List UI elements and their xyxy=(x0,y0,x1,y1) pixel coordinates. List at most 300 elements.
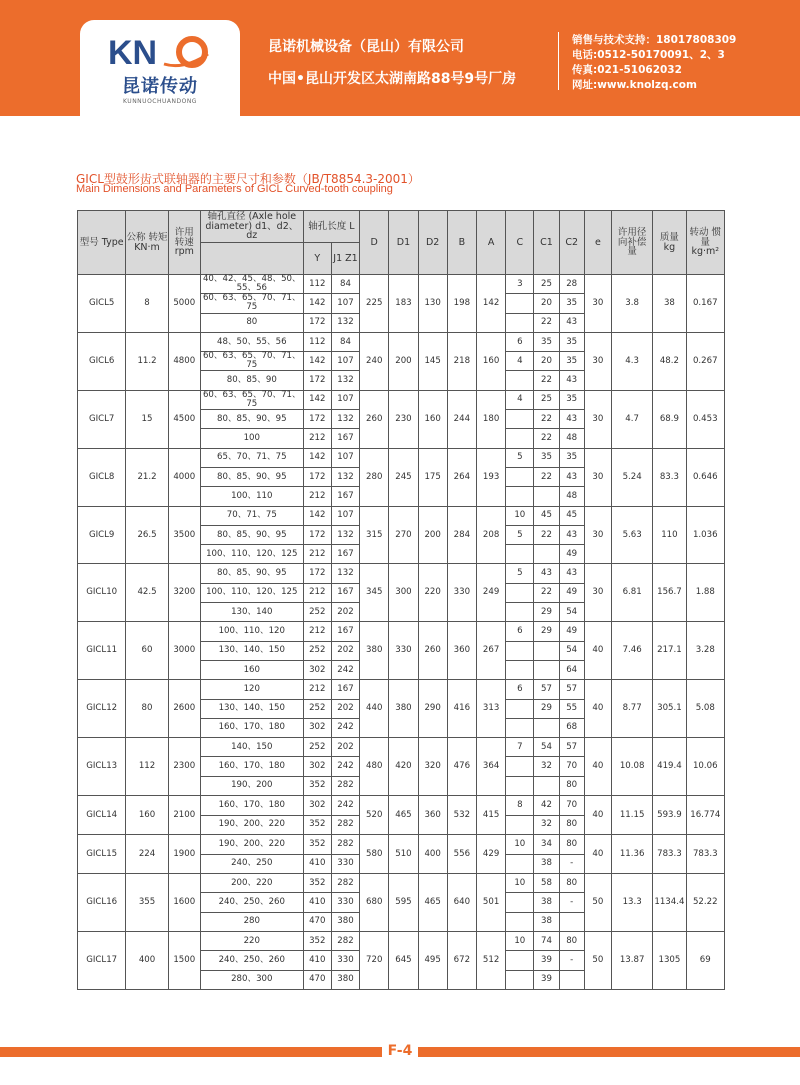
table-row xyxy=(78,796,725,816)
bore-cell: 80、85、90、95 xyxy=(200,467,303,486)
j1z1-cell: 132 xyxy=(331,525,359,544)
B-cell: 640 xyxy=(447,874,476,932)
c1-cell: 25 xyxy=(534,390,559,409)
B-cell: 556 xyxy=(447,835,476,874)
c2-cell: 49 xyxy=(559,583,584,602)
c-cell: 3 xyxy=(506,275,534,294)
D-cell: 260 xyxy=(360,390,389,448)
D1-cell: 420 xyxy=(389,738,418,796)
bore-cell: 240、250、260 xyxy=(200,893,303,912)
c1-cell: 57 xyxy=(534,680,559,699)
inertia-cell: 10.06 xyxy=(686,738,724,796)
c1-cell: 38 xyxy=(534,912,559,931)
D1-cell: 183 xyxy=(389,275,418,333)
D-cell: 440 xyxy=(360,680,389,738)
bore-cell: 190、200、220 xyxy=(200,815,303,835)
c1-cell: 22 xyxy=(534,410,559,429)
y-cell: 212 xyxy=(303,487,331,506)
table-row xyxy=(78,874,725,893)
j1z1-cell: 282 xyxy=(331,874,359,893)
e-cell: 30 xyxy=(584,332,611,390)
speed-cell: 3200 xyxy=(168,564,200,622)
bore-cell: 80、85、90、95 xyxy=(200,410,303,429)
type-cell: GICL6 xyxy=(78,332,126,390)
speed-cell: 4500 xyxy=(168,390,200,448)
col-C1: C1 xyxy=(534,211,559,275)
D-cell: 680 xyxy=(360,874,389,932)
c1-cell xyxy=(534,545,559,564)
mass-cell: 156.7 xyxy=(653,564,686,622)
c-cell xyxy=(506,776,534,795)
bore-cell: 140、150 xyxy=(200,738,303,757)
A-cell: 429 xyxy=(476,835,505,874)
c-cell: 7 xyxy=(506,738,534,757)
bore-cell: 100、110 xyxy=(200,487,303,506)
mass-cell: 593.9 xyxy=(653,796,686,835)
c-cell: 5 xyxy=(506,448,534,467)
c2-cell: 80 xyxy=(559,874,584,893)
mass-cell: 83.3 xyxy=(653,448,686,506)
speed-cell: 2100 xyxy=(168,796,200,835)
kno-logo-icon xyxy=(104,34,216,70)
e-cell: 30 xyxy=(584,390,611,448)
compensation-cell: 4.3 xyxy=(611,332,652,390)
c-cell: 10 xyxy=(506,835,534,855)
c1-cell: 38 xyxy=(534,893,559,912)
table-title-cn: GICL型鼓形齿式联轴器的主要尺寸和参数（JB/T8854.3-2001） xyxy=(76,172,420,186)
c-cell xyxy=(506,583,534,602)
c1-cell: 22 xyxy=(534,371,559,390)
mass-cell: 1305 xyxy=(653,931,686,989)
y-cell: 352 xyxy=(303,776,331,795)
c-cell: 5 xyxy=(506,564,534,583)
col-e: e xyxy=(584,211,611,275)
j1z1-cell: 330 xyxy=(331,854,359,874)
col-mass: 质量 kg xyxy=(653,211,686,275)
A-cell: 180 xyxy=(476,390,505,448)
bore-cell: 100、110、120、125 xyxy=(200,545,303,564)
B-cell: 264 xyxy=(447,448,476,506)
D2-cell: 145 xyxy=(418,332,447,390)
c1-cell: 74 xyxy=(534,931,559,950)
c1-cell xyxy=(534,776,559,795)
c-cell: 4 xyxy=(506,390,534,409)
compensation-cell: 13.3 xyxy=(611,874,652,932)
c-cell: 6 xyxy=(506,680,534,699)
D-cell: 315 xyxy=(360,506,389,564)
table-row xyxy=(78,390,725,409)
A-cell: 267 xyxy=(476,622,505,680)
j1z1-cell: 282 xyxy=(331,835,359,855)
c1-cell: 20 xyxy=(534,294,559,313)
table-row xyxy=(78,835,725,855)
col-B: B xyxy=(447,211,476,275)
B-cell: 672 xyxy=(447,931,476,989)
bore-cell: 80、85、90 xyxy=(200,371,303,390)
bore-cell: 65、70、71、75 xyxy=(200,448,303,467)
c2-cell: 45 xyxy=(559,506,584,525)
j1z1-cell: 167 xyxy=(331,622,359,641)
e-cell: 30 xyxy=(584,564,611,622)
D2-cell: 175 xyxy=(418,448,447,506)
c-cell: 4 xyxy=(506,352,534,371)
torque-cell: 60 xyxy=(126,622,168,680)
c1-cell: 43 xyxy=(534,564,559,583)
c2-cell: 80 xyxy=(559,815,584,835)
speed-cell: 4000 xyxy=(168,448,200,506)
phone-contact: 电话:0512-50170091、2、3 xyxy=(572,49,725,61)
c1-cell xyxy=(534,487,559,506)
j1z1-cell: 132 xyxy=(331,371,359,390)
c1-cell xyxy=(534,660,559,679)
j1z1-cell: 202 xyxy=(331,738,359,757)
y-cell: 212 xyxy=(303,545,331,564)
bore-cell: 70、71、75 xyxy=(200,506,303,525)
c2-cell: 54 xyxy=(559,603,584,622)
inertia-cell: 16.774 xyxy=(686,796,724,835)
c2-cell: 57 xyxy=(559,738,584,757)
y-cell: 172 xyxy=(303,467,331,486)
j1z1-cell: 202 xyxy=(331,641,359,660)
D1-cell: 245 xyxy=(389,448,418,506)
D-cell: 225 xyxy=(360,275,389,333)
c-cell xyxy=(506,718,534,737)
e-cell: 40 xyxy=(584,622,611,680)
D1-cell: 380 xyxy=(389,680,418,738)
col-torque: 公称 转矩 KN·m xyxy=(126,211,168,275)
c1-cell: 32 xyxy=(534,757,559,776)
torque-cell: 355 xyxy=(126,874,168,932)
e-cell: 40 xyxy=(584,796,611,835)
inertia-cell: 69 xyxy=(686,931,724,989)
c1-cell: 45 xyxy=(534,506,559,525)
table-row xyxy=(78,448,725,467)
torque-cell: 80 xyxy=(126,680,168,738)
mass-cell: 217.1 xyxy=(653,622,686,680)
j1z1-cell: 167 xyxy=(331,583,359,602)
j1z1-cell: 84 xyxy=(331,275,359,294)
c-cell xyxy=(506,429,534,448)
type-cell: GICL12 xyxy=(78,680,126,738)
A-cell: 208 xyxy=(476,506,505,564)
c1-cell: 20 xyxy=(534,352,559,371)
B-cell: 476 xyxy=(447,738,476,796)
D1-cell: 465 xyxy=(389,796,418,835)
B-cell: 244 xyxy=(447,390,476,448)
A-cell: 249 xyxy=(476,564,505,622)
e-cell: 50 xyxy=(584,874,611,932)
speed-cell: 5000 xyxy=(168,275,200,333)
y-cell: 172 xyxy=(303,410,331,429)
y-cell: 142 xyxy=(303,294,331,313)
mass-cell: 110 xyxy=(653,506,686,564)
D2-cell: 220 xyxy=(418,564,447,622)
c1-cell: 39 xyxy=(534,970,559,989)
c-cell xyxy=(506,951,534,970)
D1-cell: 230 xyxy=(389,390,418,448)
c1-cell: 25 xyxy=(534,275,559,294)
y-cell: 302 xyxy=(303,660,331,679)
c-cell xyxy=(506,970,534,989)
torque-cell: 400 xyxy=(126,931,168,989)
y-cell: 142 xyxy=(303,448,331,467)
D2-cell: 495 xyxy=(418,931,447,989)
compensation-cell: 6.81 xyxy=(611,564,652,622)
D2-cell: 290 xyxy=(418,680,447,738)
logo-chinese-text: 昆诺传动 xyxy=(122,76,198,97)
j1z1-cell: 84 xyxy=(331,332,359,351)
y-cell: 410 xyxy=(303,854,331,874)
c-cell xyxy=(506,854,534,874)
y-cell: 352 xyxy=(303,815,331,835)
torque-cell: 8 xyxy=(126,275,168,333)
col-bore-sub xyxy=(200,243,303,275)
compensation-cell: 7.46 xyxy=(611,622,652,680)
A-cell: 512 xyxy=(476,931,505,989)
torque-cell: 26.5 xyxy=(126,506,168,564)
c-cell xyxy=(506,641,534,660)
c1-cell: 54 xyxy=(534,738,559,757)
D1-cell: 270 xyxy=(389,506,418,564)
c1-cell: 38 xyxy=(534,854,559,874)
D1-cell: 595 xyxy=(389,874,418,932)
inertia-cell: 0.167 xyxy=(686,275,724,333)
c2-cell: 49 xyxy=(559,622,584,641)
header-divider xyxy=(558,32,559,90)
table-title-en: Main Dimensions and Parameters of GICL Curved-tooth coupling xyxy=(76,183,393,195)
inertia-cell: 0.453 xyxy=(686,390,724,448)
bore-cell: 60、63、65、70、71、75 xyxy=(200,294,303,313)
D2-cell: 465 xyxy=(418,874,447,932)
y-cell: 352 xyxy=(303,835,331,855)
j1z1-cell: 107 xyxy=(331,294,359,313)
y-cell: 302 xyxy=(303,718,331,737)
inertia-cell: 1.036 xyxy=(686,506,724,564)
y-cell: 470 xyxy=(303,970,331,989)
compensation-cell: 5.24 xyxy=(611,448,652,506)
c1-cell xyxy=(534,641,559,660)
type-cell: GICL5 xyxy=(78,275,126,333)
D-cell: 520 xyxy=(360,796,389,835)
j1z1-cell: 132 xyxy=(331,410,359,429)
bore-cell: 40、42、45、48、50、55、56 xyxy=(200,275,303,294)
y-cell: 470 xyxy=(303,912,331,931)
y-cell: 172 xyxy=(303,313,331,332)
j1z1-cell: 330 xyxy=(331,951,359,970)
y-cell: 252 xyxy=(303,699,331,718)
c2-cell: 48 xyxy=(559,487,584,506)
inertia-cell: 3.28 xyxy=(686,622,724,680)
inertia-cell: 52.22 xyxy=(686,874,724,932)
company-logo xyxy=(80,20,240,116)
y-cell: 352 xyxy=(303,874,331,893)
y-cell: 212 xyxy=(303,583,331,602)
type-cell: GICL13 xyxy=(78,738,126,796)
bore-cell: 160、170、180 xyxy=(200,757,303,776)
torque-cell: 11.2 xyxy=(126,332,168,390)
c-cell: 8 xyxy=(506,796,534,816)
y-cell: 252 xyxy=(303,641,331,660)
compensation-cell: 8.77 xyxy=(611,680,652,738)
B-cell: 218 xyxy=(447,332,476,390)
c-cell xyxy=(506,371,534,390)
mass-cell: 419.4 xyxy=(653,738,686,796)
y-cell: 112 xyxy=(303,275,331,294)
c1-cell: 35 xyxy=(534,332,559,351)
c2-cell: 57 xyxy=(559,680,584,699)
e-cell: 50 xyxy=(584,931,611,989)
c-cell: 10 xyxy=(506,506,534,525)
D-cell: 345 xyxy=(360,564,389,622)
c1-cell: 42 xyxy=(534,796,559,816)
y-cell: 172 xyxy=(303,371,331,390)
speed-cell: 3500 xyxy=(168,506,200,564)
y-cell: 252 xyxy=(303,738,331,757)
y-cell: 172 xyxy=(303,525,331,544)
D2-cell: 320 xyxy=(418,738,447,796)
col-speed: 许用 转速 rpm xyxy=(168,211,200,275)
col-length: 轴孔长度 L xyxy=(303,211,359,243)
c1-cell: 32 xyxy=(534,815,559,835)
c-cell xyxy=(506,815,534,835)
bore-cell: 240、250、260 xyxy=(200,951,303,970)
website-contact: 网址:www.knolzq.com xyxy=(572,79,697,91)
mass-cell: 305.1 xyxy=(653,680,686,738)
j1z1-cell: 167 xyxy=(331,545,359,564)
D-cell: 720 xyxy=(360,931,389,989)
torque-cell: 42.5 xyxy=(126,564,168,622)
j1z1-cell: 380 xyxy=(331,912,359,931)
B-cell: 284 xyxy=(447,506,476,564)
bore-cell: 130、140、150 xyxy=(200,699,303,718)
c2-cell: 43 xyxy=(559,564,584,583)
j1z1-cell: 282 xyxy=(331,776,359,795)
inertia-cell: 0.267 xyxy=(686,332,724,390)
y-cell: 302 xyxy=(303,757,331,776)
type-cell: GICL8 xyxy=(78,448,126,506)
bore-cell: 100、110、120、125 xyxy=(200,583,303,602)
bore-cell: 190、200 xyxy=(200,776,303,795)
bore-cell: 100、110、120 xyxy=(200,622,303,641)
A-cell: 313 xyxy=(476,680,505,738)
table-row xyxy=(78,332,725,351)
col-J1Z1: J1 Z1 xyxy=(331,243,359,275)
j1z1-cell: 202 xyxy=(331,699,359,718)
speed-cell: 2600 xyxy=(168,680,200,738)
page-number: F-4 xyxy=(382,1038,418,1064)
e-cell: 30 xyxy=(584,506,611,564)
bore-cell: 240、250 xyxy=(200,854,303,874)
mass-cell: 48.2 xyxy=(653,332,686,390)
c-cell: 10 xyxy=(506,874,534,893)
sales-contact: 销售与技术支持：18017808309 xyxy=(572,34,737,46)
c1-cell: 29 xyxy=(534,699,559,718)
c1-cell: 22 xyxy=(534,429,559,448)
c2-cell: 28 xyxy=(559,275,584,294)
e-cell: 30 xyxy=(584,448,611,506)
A-cell: 193 xyxy=(476,448,505,506)
type-cell: GICL10 xyxy=(78,564,126,622)
D-cell: 580 xyxy=(360,835,389,874)
c2-cell: 43 xyxy=(559,410,584,429)
compensation-cell: 11.15 xyxy=(611,796,652,835)
torque-cell: 112 xyxy=(126,738,168,796)
c2-cell: - xyxy=(559,951,584,970)
D-cell: 480 xyxy=(360,738,389,796)
col-D: D xyxy=(360,211,389,275)
bore-cell: 160、170、180 xyxy=(200,796,303,816)
c2-cell xyxy=(559,912,584,931)
c1-cell: 22 xyxy=(534,313,559,332)
bore-cell: 60、63、65、70、71、75 xyxy=(200,352,303,371)
c2-cell: - xyxy=(559,854,584,874)
c-cell xyxy=(506,699,534,718)
c1-cell: 58 xyxy=(534,874,559,893)
compensation-cell: 13.87 xyxy=(611,931,652,989)
c1-cell: 39 xyxy=(534,951,559,970)
c-cell xyxy=(506,660,534,679)
y-cell: 112 xyxy=(303,332,331,351)
c1-cell: 29 xyxy=(534,603,559,622)
bore-cell: 80、85、90、95 xyxy=(200,525,303,544)
j1z1-cell: 132 xyxy=(331,564,359,583)
c2-cell: 80 xyxy=(559,931,584,950)
inertia-cell: 1.88 xyxy=(686,564,724,622)
table-row xyxy=(78,680,725,699)
y-cell: 142 xyxy=(303,352,331,371)
col-D2: D2 xyxy=(418,211,447,275)
D-cell: 380 xyxy=(360,622,389,680)
j1z1-cell: 380 xyxy=(331,970,359,989)
table-row xyxy=(78,738,725,757)
j1z1-cell: 202 xyxy=(331,603,359,622)
bore-cell: 130、140 xyxy=(200,603,303,622)
D2-cell: 360 xyxy=(418,796,447,835)
A-cell: 160 xyxy=(476,332,505,390)
inertia-cell: 783.3 xyxy=(686,835,724,874)
c-cell xyxy=(506,487,534,506)
col-type: 型号 Type xyxy=(78,211,126,275)
col-A: A xyxy=(476,211,505,275)
D2-cell: 160 xyxy=(418,390,447,448)
col-D1: D1 xyxy=(389,211,418,275)
c-cell xyxy=(506,294,534,313)
c-cell xyxy=(506,313,534,332)
D1-cell: 200 xyxy=(389,332,418,390)
mass-cell: 68.9 xyxy=(653,390,686,448)
torque-cell: 160 xyxy=(126,796,168,835)
c2-cell: 80 xyxy=(559,776,584,795)
A-cell: 142 xyxy=(476,275,505,333)
D1-cell: 645 xyxy=(389,931,418,989)
type-cell: GICL7 xyxy=(78,390,126,448)
company-address: 中国•昆山开发区太湖南路88号9号厂房 xyxy=(268,71,517,87)
bore-cell: 60、63、65、70、71、75 xyxy=(200,390,303,409)
table-row xyxy=(78,931,725,950)
speed-cell: 4800 xyxy=(168,332,200,390)
dimensions-table xyxy=(77,210,725,990)
c2-cell: 48 xyxy=(559,429,584,448)
inertia-cell: 5.08 xyxy=(686,680,724,738)
bore-cell: 200、220 xyxy=(200,874,303,893)
bore-cell: 280、300 xyxy=(200,970,303,989)
table-row xyxy=(78,564,725,583)
c2-cell xyxy=(559,970,584,989)
j1z1-cell: 107 xyxy=(331,448,359,467)
header-bar xyxy=(0,0,800,116)
bore-cell: 80、85、90、95 xyxy=(200,564,303,583)
c-cell xyxy=(506,545,534,564)
